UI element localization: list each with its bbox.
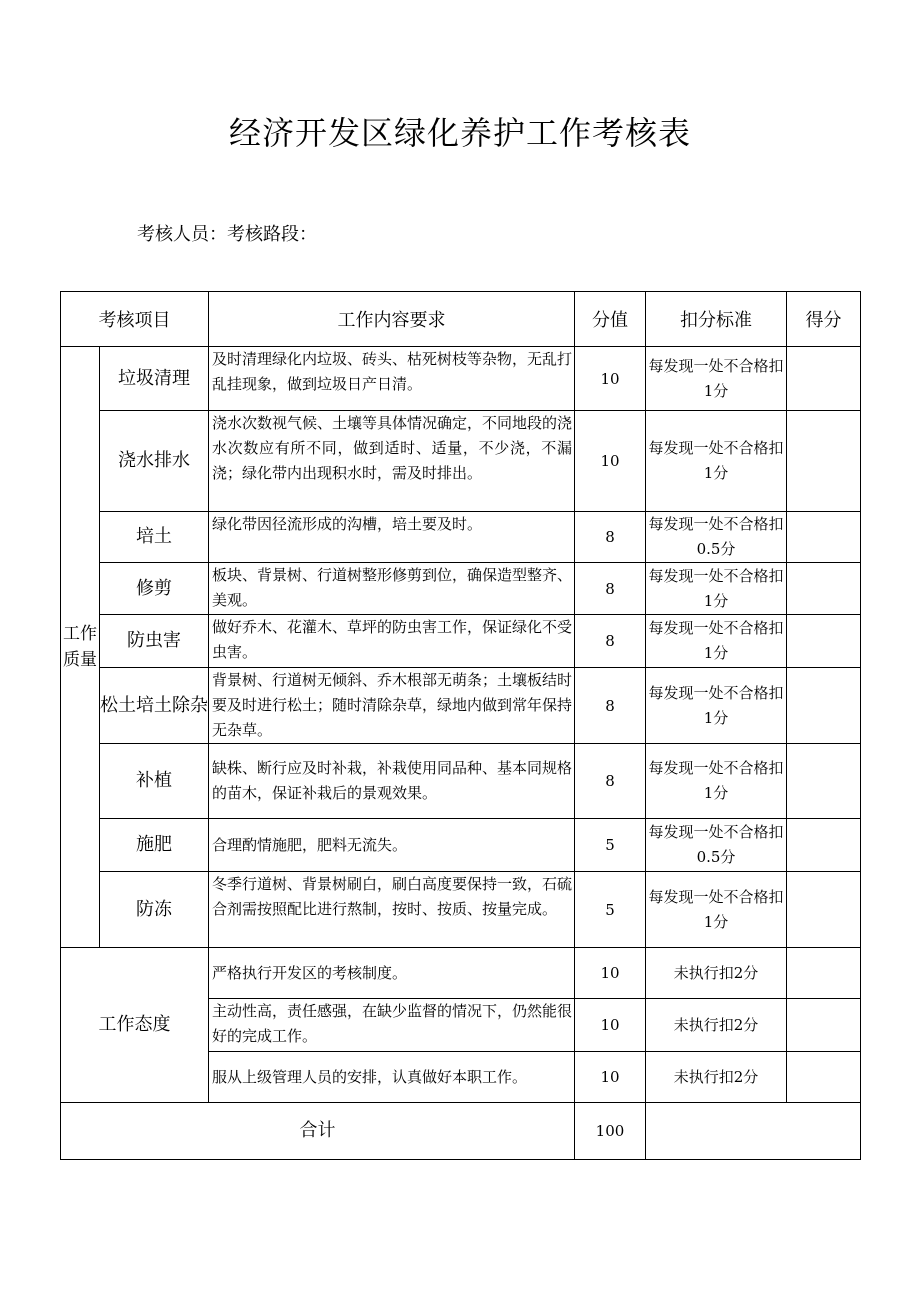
item-name: 施肥 bbox=[100, 819, 209, 872]
table-row bbox=[61, 411, 861, 512]
attitude-requirement: 主动性高，责任感强，在缺少监督的情况下，仍然能很好的完成工作。 bbox=[209, 999, 575, 1052]
header-score: 分值 bbox=[575, 292, 646, 347]
attitude-result[interactable] bbox=[787, 999, 861, 1052]
table-row bbox=[61, 744, 861, 819]
item-deduction: 每发现一处不合格扣1分 bbox=[646, 872, 787, 948]
attitude-result[interactable] bbox=[787, 948, 861, 999]
item-deduction: 每发现一处不合格扣0.5分 bbox=[646, 512, 787, 563]
item-score: 8 bbox=[575, 744, 646, 819]
item-deduction: 每发现一处不合格扣1分 bbox=[646, 347, 787, 411]
assessment-table bbox=[60, 291, 861, 1160]
table-row bbox=[61, 819, 861, 872]
item-requirement: 及时清理绿化内垃圾、砖头、枯死树枝等杂物，无乱打乱挂现象，做到垃圾日产日清。 bbox=[209, 347, 575, 411]
item-deduction: 每发现一处不合格扣1分 bbox=[646, 744, 787, 819]
item-requirement: 合理酌情施肥，肥料无流失。 bbox=[209, 819, 575, 872]
total-label: 合计 bbox=[61, 1103, 575, 1160]
table-row bbox=[61, 668, 861, 744]
header-result: 得分 bbox=[787, 292, 861, 347]
item-result[interactable] bbox=[787, 668, 861, 744]
inspector-route-line: 考核人员：考核路段： bbox=[137, 224, 317, 245]
attitude-result[interactable] bbox=[787, 1052, 861, 1103]
item-score: 5 bbox=[575, 819, 646, 872]
item-deduction: 每发现一处不合格扣1分 bbox=[646, 563, 787, 615]
attitude-score: 10 bbox=[575, 1052, 646, 1103]
attitude-score: 10 bbox=[575, 948, 646, 999]
item-name: 补植 bbox=[100, 744, 209, 819]
item-name: 防虫害 bbox=[100, 615, 209, 668]
item-requirement: 缺株、断行应及时补栽，补栽使用同品种、基本同规格的苗木，保证补栽后的景观效果。 bbox=[209, 744, 575, 819]
item-name: 修剪 bbox=[100, 563, 209, 615]
attitude-requirement: 严格执行开发区的考核制度。 bbox=[209, 948, 575, 999]
item-requirement: 做好乔木、花灌木、草坪的防虫害工作，保证绿化不受虫害。 bbox=[209, 615, 575, 668]
item-result[interactable] bbox=[787, 872, 861, 948]
table-row bbox=[61, 615, 861, 668]
item-requirement: 绿化带因径流形成的沟槽，培土要及时。 bbox=[209, 512, 575, 563]
item-requirement: 冬季行道树、背景树刷白，刷白高度要保持一致，石硫合剂需按照配比进行熬制，按时、按质、按量完成。 bbox=[209, 872, 575, 948]
table-row bbox=[61, 563, 861, 615]
table-row bbox=[61, 872, 861, 948]
item-name: 防冻 bbox=[100, 872, 209, 948]
item-score: 8 bbox=[575, 512, 646, 563]
quality-group-label: 工作质量 bbox=[61, 347, 100, 948]
attitude-deduction: 未执行扣2分 bbox=[646, 948, 787, 999]
table-row bbox=[61, 948, 861, 999]
item-deduction: 每发现一处不合格扣1分 bbox=[646, 668, 787, 744]
item-result[interactable] bbox=[787, 512, 861, 563]
item-requirement: 板块、背景树、行道树整形修剪到位，确保造型整齐、美观。 bbox=[209, 563, 575, 615]
header-row bbox=[61, 292, 861, 347]
header-deduction: 扣分标准 bbox=[646, 292, 787, 347]
header-requirement: 工作内容要求 bbox=[209, 292, 575, 347]
table-row bbox=[61, 347, 861, 411]
item-score: 10 bbox=[575, 347, 646, 411]
total-score: 100 bbox=[575, 1103, 646, 1160]
item-score: 8 bbox=[575, 668, 646, 744]
item-score: 10 bbox=[575, 411, 646, 512]
item-name: 松土培土除杂 bbox=[100, 668, 209, 744]
item-score: 5 bbox=[575, 872, 646, 948]
total-result[interactable] bbox=[646, 1103, 861, 1160]
item-result[interactable] bbox=[787, 819, 861, 872]
page-title: 经济开发区绿化养护工作考核表 bbox=[228, 114, 691, 152]
item-requirement: 浇水次数视气候、土壤等具体情况确定，不同地段的浇水次数应有所不同，做到适时、适量，不少浇，不漏浇；绿化带内出现积水时，需及时排出。 bbox=[209, 411, 575, 512]
item-result[interactable] bbox=[787, 744, 861, 819]
table-row bbox=[61, 512, 861, 563]
header-item: 考核项目 bbox=[61, 292, 209, 347]
item-name: 培土 bbox=[100, 512, 209, 563]
attitude-requirement: 服从上级管理人员的安排，认真做好本职工作。 bbox=[209, 1052, 575, 1103]
attitude-deduction: 未执行扣2分 bbox=[646, 1052, 787, 1103]
item-deduction: 每发现一处不合格扣1分 bbox=[646, 411, 787, 512]
attitude-score: 10 bbox=[575, 999, 646, 1052]
item-requirement: 背景树、行道树无倾斜、乔木根部无萌条；土壤板结时要及时进行松土；随时清除杂草，绿地内做到常年保持无杂草。 bbox=[209, 668, 575, 744]
item-deduction: 每发现一处不合格扣0.5分 bbox=[646, 819, 787, 872]
item-name: 垃圾清理 bbox=[100, 347, 209, 411]
item-result[interactable] bbox=[787, 615, 861, 668]
item-result[interactable] bbox=[787, 347, 861, 411]
item-score: 8 bbox=[575, 563, 646, 615]
attitude-group-label: 工作态度 bbox=[61, 948, 209, 1103]
item-name: 浇水排水 bbox=[100, 411, 209, 512]
item-score: 8 bbox=[575, 615, 646, 668]
item-result[interactable] bbox=[787, 411, 861, 512]
item-deduction: 每发现一处不合格扣1分 bbox=[646, 615, 787, 668]
item-result[interactable] bbox=[787, 563, 861, 615]
attitude-deduction: 未执行扣2分 bbox=[646, 999, 787, 1052]
total-row bbox=[61, 1103, 861, 1160]
